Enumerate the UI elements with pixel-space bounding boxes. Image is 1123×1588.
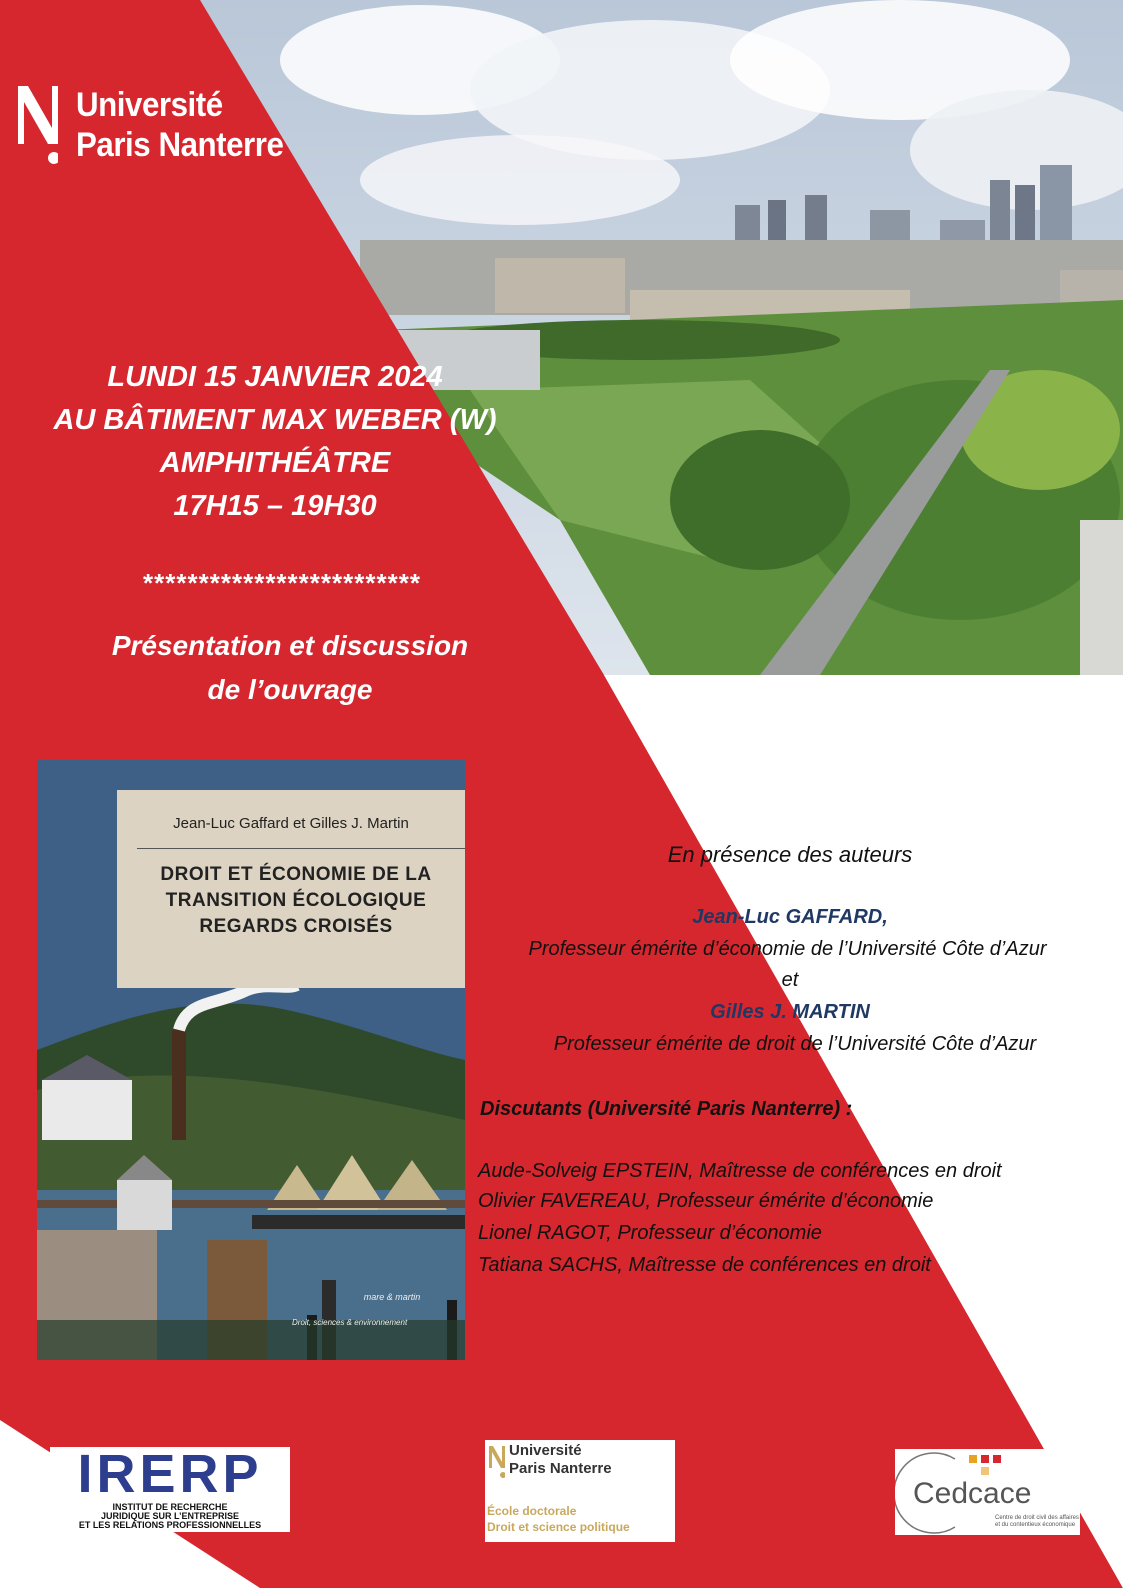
irerp-logo: [50, 1444, 290, 1532]
irerp-subtitle: [50, 1503, 290, 1530]
ed-line1: École doctorale: [487, 1504, 577, 1518]
author1-role: Professeur émérite d’économie de l’Université Côte d’Azur: [528, 938, 1047, 960]
book-title-panel: [117, 790, 465, 988]
presentation-line2: de l’ouvrage: [207, 674, 373, 705]
logo-line2: Paris Nanterre: [76, 126, 284, 164]
cedcace-sub-line1: Centre de droit civil des affaires: [995, 1515, 1079, 1521]
book-authors: Jean-Luc Gaffard et Gilles J. Martin: [173, 815, 409, 832]
ed-line2: Droit et science politique: [487, 1520, 630, 1534]
book-series: Droit, sciences & environnement: [292, 1318, 408, 1327]
separator: *************************: [143, 568, 421, 598]
author2-name: Gilles J. MARTIN: [710, 1001, 870, 1023]
presentation-title: [40, 624, 540, 712]
conjunction: et: [781, 969, 799, 991]
discussants-heading: Discutants (Université Paris Nanterre) :: [480, 1098, 853, 1120]
discussant-name: Olivier FAVEREAU: [478, 1190, 646, 1212]
cedcace-subtitle: [995, 1515, 1079, 1529]
event-building: AU BÂTIMENT MAX WEBER (W): [53, 404, 497, 436]
irerp-line1: INSTITUT DE RECHERCHE: [112, 1502, 228, 1512]
discussant-role: , Professeur émérite d’économie: [645, 1190, 934, 1212]
presentation-line1: Présentation et discussion: [111, 630, 469, 661]
book-title-line3: REGARDS CROISÉS: [199, 916, 393, 937]
irerp-line2: JURIDIQUE SUR L’ENTREPRISE: [100, 1511, 240, 1521]
book-cover: [37, 760, 465, 1360]
ed-logo: [485, 1440, 675, 1542]
nanterre-n-icon: [489, 1446, 505, 1480]
discussant-item: [478, 1190, 933, 1213]
event-time: 17H15 – 19H30: [173, 490, 377, 522]
book-publisher: mare & martin: [363, 1292, 421, 1302]
discussant-item: [478, 1222, 822, 1245]
discussant-item: [478, 1160, 1002, 1183]
nanterre-n-icon: [18, 86, 58, 166]
book-title-line2: TRANSITION ÉCOLOGIQUE: [165, 890, 427, 911]
author2-role: Professeur émérite de droit de l’Université Côte d’Azur: [553, 1033, 1037, 1055]
book-divider: [137, 848, 465, 849]
discussant-role: , Maîtresse de conférences en droit: [688, 1160, 1002, 1182]
irerp-acronym: IRERP: [77, 1444, 263, 1504]
ed-university-line2: Paris Nanterre: [509, 1460, 612, 1477]
discussant-role: , Professeur d’économie: [606, 1222, 822, 1244]
discussant-name: Aude-Solveig EPSTEIN: [478, 1160, 689, 1182]
book-title-line1: DROIT ET ÉCONOMIE DE LA: [160, 864, 432, 885]
ed-university-line1: Université: [509, 1442, 582, 1459]
event-date: LUNDI 15 JANVIER 2024: [107, 361, 443, 393]
cedcace-logo: [895, 1449, 1080, 1535]
book-title: [127, 862, 465, 940]
discussant-name: Tatiana SACHS: [478, 1254, 618, 1276]
discussant-role: , Maîtresse de conférences en droit: [617, 1254, 931, 1276]
speakers-intro: En présence des auteurs: [667, 842, 913, 867]
irerp-line3: ET LES RELATIONS PROFESSIONNELLES: [78, 1520, 262, 1530]
author1-name: Jean-Luc GAFFARD,: [692, 906, 888, 928]
logo-line1: Université: [76, 86, 223, 124]
cedcace-sub-line2: et du contentieux économique: [995, 1522, 1076, 1528]
discussant-name: Lionel RAGOT: [478, 1222, 607, 1244]
cedcace-name: Cedcace: [913, 1477, 1032, 1510]
discussant-item: [478, 1254, 931, 1277]
event-room: AMPHITHÉÂTRE: [159, 447, 391, 479]
